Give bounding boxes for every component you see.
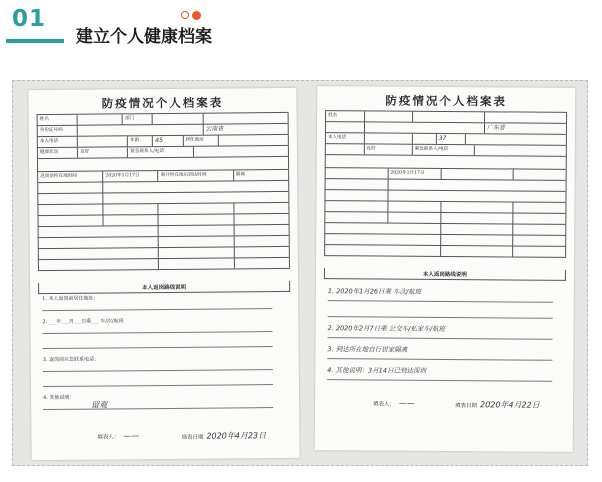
route-line: [327, 358, 552, 361]
name-value: [78, 114, 123, 124]
phone-label: 本人电话: [38, 137, 78, 147]
health-form-left: [28, 88, 299, 460]
name-label: 姓名: [38, 115, 78, 125]
row-value: [235, 247, 290, 257]
row-value: [234, 225, 289, 235]
dept-value: [153, 114, 203, 124]
id-value: [364, 122, 485, 133]
route-line: [43, 369, 273, 372]
row-label: [38, 205, 103, 216]
row-label: [39, 226, 160, 237]
row-label: [159, 214, 234, 225]
route-section-title: 本人返岗路线说明: [38, 281, 290, 294]
form-title: 防疫情况个人档案表: [101, 95, 224, 111]
row-value: [388, 180, 566, 191]
address-value: [218, 135, 288, 146]
return-time-label: [326, 168, 389, 178]
row-value: [513, 202, 566, 212]
id-value: [78, 125, 204, 136]
return-time-label: 返岗前所在地时间: [38, 172, 103, 183]
row-label: [39, 248, 160, 259]
route-line: [328, 337, 553, 340]
row-value: [234, 214, 289, 224]
signer: 填表人： ——: [97, 431, 140, 441]
address-cell: 广东省: [485, 123, 567, 134]
route-item-1: 1. 本人返岗前居住地址：: [42, 295, 99, 303]
route-line: [43, 346, 273, 349]
emergency-value: [193, 146, 288, 157]
row-label: [325, 245, 441, 256]
row-label: [441, 224, 513, 235]
row-value: [388, 213, 441, 223]
row-label: [39, 237, 160, 248]
route-item-4: 4. 其他说明：3月14日已到达深圳: [327, 366, 427, 375]
name-label: 姓名: [326, 111, 365, 121]
route-section-title: 本人返岗路线说明: [324, 268, 566, 281]
sign-date: 填表日期 2020年4月22日: [455, 400, 540, 410]
return-time-value: 2020年1月17日: [388, 169, 441, 179]
route-item-1: 1. 2020年1月26日乘 车次/航班: [327, 287, 422, 296]
emergency-value: [475, 145, 567, 156]
health-value: 良好: [364, 144, 412, 154]
section-number: 01: [12, 6, 47, 32]
row-value: [513, 213, 566, 223]
leave-label: 离开所在地后到达时间: [159, 170, 234, 181]
leave-label: [441, 169, 513, 180]
section-header: [0, 0, 602, 60]
row-value: [234, 236, 289, 246]
row-label: [325, 190, 388, 200]
health-label: 健康状况: [38, 148, 78, 158]
route-line: [43, 407, 273, 410]
route-item-3: 3. 到达所在地自行居家隔离: [327, 345, 408, 354]
phone-label: 本人电话: [326, 133, 365, 143]
row-label: [325, 212, 388, 222]
row-label: [441, 246, 513, 257]
age-label: [413, 134, 437, 144]
statement-row: [38, 157, 289, 171]
health-label: [326, 144, 365, 154]
row-label: [325, 201, 388, 211]
row-label: [325, 234, 441, 245]
job-cell: [203, 113, 288, 124]
row-value: [104, 204, 159, 214]
row-label: [159, 203, 234, 214]
leave-value: [514, 169, 567, 179]
route-line: [42, 308, 272, 311]
id-label: 身份证号码: [38, 126, 78, 136]
route-item-2: 2. ___年___月___日乘___ 车/次/航班: [42, 318, 124, 326]
row-value: [388, 202, 441, 212]
decorative-ring-icon: [181, 11, 189, 19]
row-value: [235, 258, 290, 268]
section-title: 建立个人健康档案: [76, 27, 212, 47]
statement-row: [326, 155, 567, 169]
route-line: [43, 384, 273, 387]
row-label: [39, 259, 160, 270]
age-label: 年龄: [128, 136, 153, 146]
row-value: [104, 215, 159, 225]
return-time-value: 2020年1月17日: [103, 171, 158, 181]
route-line: [328, 300, 553, 303]
form-title: 防疫情况个人档案表: [385, 93, 507, 109]
id-label: [326, 122, 365, 132]
phone-value: [364, 133, 412, 143]
route-line: [328, 316, 553, 319]
age-value: 37: [437, 134, 466, 144]
health-value: 良好: [78, 147, 128, 157]
observation-note: 留观: [91, 400, 108, 410]
row-value: [234, 203, 289, 213]
dept-label: 部门: [123, 114, 153, 124]
row-label: [159, 247, 234, 258]
emergency-label: 紧急联系人/电话: [128, 147, 193, 158]
row-value: [104, 192, 290, 204]
route-item-2: 2. 2020年2月7日乘 公交车/私家车/航班: [327, 324, 446, 334]
row-value: [388, 191, 566, 202]
row-label: [441, 213, 513, 224]
route-line: [43, 331, 273, 334]
row-label: [441, 202, 513, 213]
route-item-4: 4. 其他说明：: [43, 394, 75, 402]
address-cell: 云南省: [203, 124, 288, 135]
row-label: [159, 236, 234, 247]
row-label: [38, 194, 103, 205]
route-line: [327, 379, 552, 382]
sign-date: 填表日期 2020年4月23日: [181, 431, 267, 441]
route-item-3: 3. 返岗前应急联系电话：: [42, 356, 100, 364]
job-cell: [485, 112, 567, 123]
age-value: 45: [153, 136, 183, 146]
emergency-label: 紧急联系人/电话: [413, 145, 476, 155]
row-label: [159, 225, 234, 236]
signer: 填表人： ——: [373, 398, 416, 408]
row-value: [103, 181, 289, 193]
decorative-dot-icon: [192, 11, 201, 20]
form-table: [324, 110, 567, 258]
row-label: [159, 258, 234, 269]
dept-value: [413, 112, 485, 123]
isolation-value: 隔离: [234, 170, 289, 180]
name-value: [365, 111, 413, 121]
health-form-right: [315, 86, 576, 452]
row-value: [513, 224, 566, 234]
row-label: [38, 216, 103, 227]
row-value: [513, 246, 566, 256]
row-label: [441, 235, 513, 246]
row-label: [38, 183, 103, 194]
row-value: [513, 235, 566, 245]
address-label: 居住地址: [183, 136, 218, 146]
address-value: [466, 134, 567, 145]
section-number-underline: [6, 39, 64, 43]
phone-value: [78, 136, 128, 146]
form-table: [37, 112, 290, 271]
row-label: [326, 179, 389, 189]
row-label: [325, 223, 441, 234]
